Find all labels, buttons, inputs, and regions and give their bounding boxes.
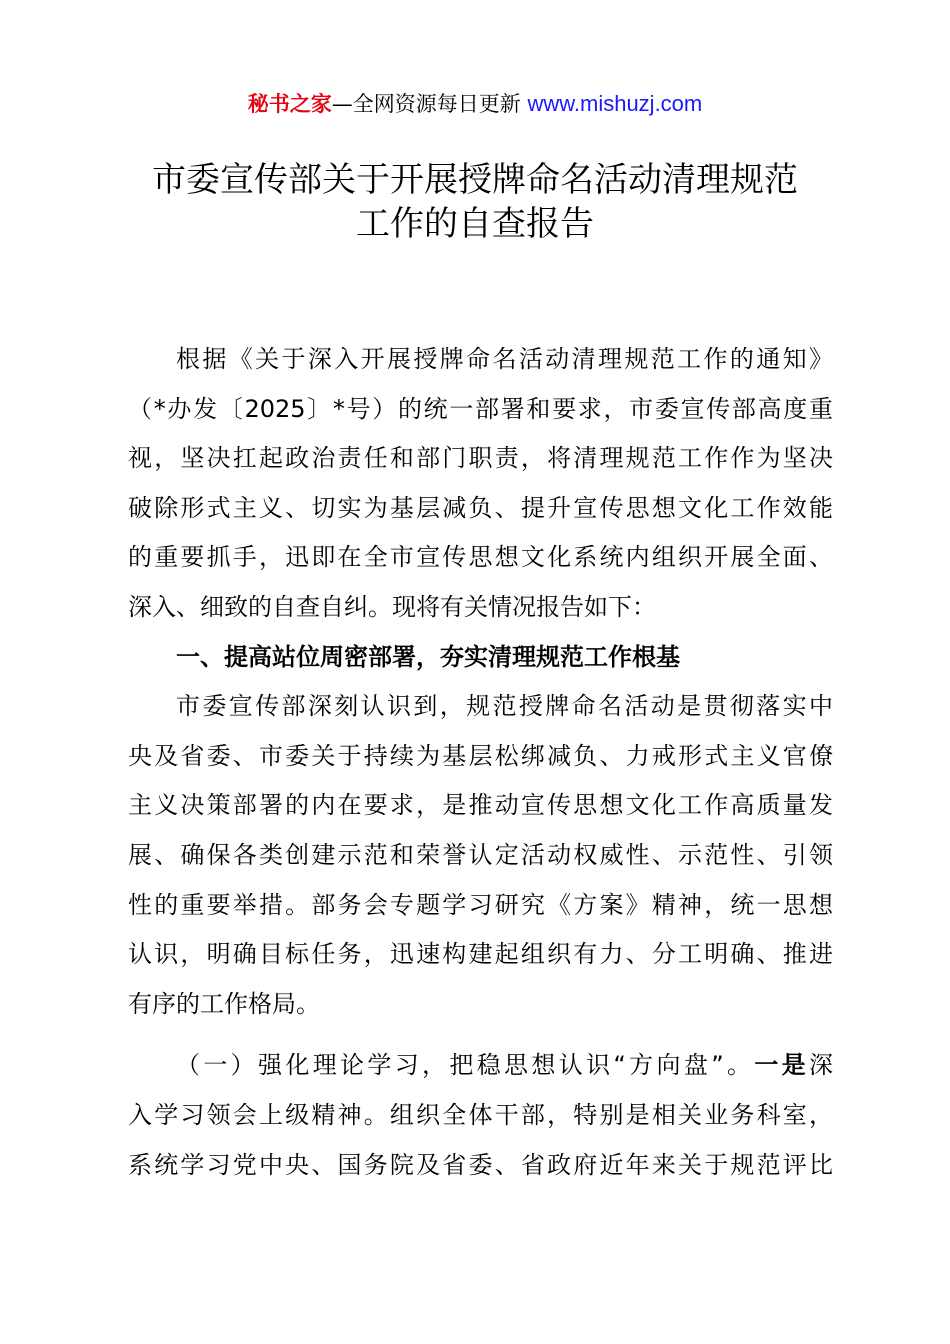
paragraph-text: 深: [809, 1051, 834, 1080]
site-tagline: —全网资源每日更新: [331, 92, 528, 116]
paragraph-line: 展、确保各类创建示范和荣誉认定活动权威性、示范性、引领: [128, 840, 833, 869]
paragraph-line: 根据《关于深入开展授牌命名活动清理规范工作的通知》: [176, 345, 833, 373]
paragraph-line: 系统学习党中央、国务院及省委、省政府近年来关于规范评比: [128, 1150, 833, 1179]
title-line-2: 工作的自查报告: [356, 204, 594, 244]
paragraph-line: 深入、细致的自查自纠。现将有关情况报告如下：: [128, 592, 656, 621]
subsection-heading: （一）强化理论学习，把稳思想认识“方向盘”。: [176, 1051, 755, 1080]
paragraph-line: 央及省委、市委关于持续为基层松绑减负、力戒形式主义官僚: [128, 741, 833, 770]
section-heading: 一、提高站位周密部署，夯实清理规范工作根基: [176, 642, 680, 671]
paragraph-line: 破除形式主义、切实为基层减负、提升宣传思想文化工作效能: [128, 493, 833, 522]
paragraph-line: 视，坚决扛起政治责任和部门职责，将清理规范工作作为坚决: [128, 444, 833, 473]
paragraph-line: 性的重要举措。部务会专题学习研究《方案》精神，统一思想: [128, 890, 833, 919]
title-line-1: 市委宣传部关于开展授牌命名活动清理规范: [152, 160, 798, 200]
paragraph-line: （*办发〔2025〕*号）的统一部署和要求，市委宣传部高度重: [128, 394, 833, 423]
paragraph-line: 有序的工作格局。: [128, 989, 320, 1018]
paragraph-gap: [128, 1029, 833, 1041]
paragraph-line: 认识，明确目标任务，迅速构建起组织有力、分工明确、推进: [128, 940, 833, 969]
site-url-link[interactable]: www.mishuzj.com: [527, 91, 703, 116]
bold-marker: 一是: [754, 1051, 810, 1080]
document-title: [100, 158, 850, 246]
paragraph-line: 主义决策部署的内在要求，是推动宣传思想文化工作高质量发: [128, 791, 833, 820]
site-name: 秘书之家: [247, 92, 332, 116]
paragraph-line: [128, 1041, 833, 1091]
paragraph-line: 的重要抓手，迅即在全市宣传思想文化系统内组织开展全面、: [128, 543, 833, 572]
paragraph-line: 市委宣传部深刻认识到，规范授牌命名活动是贯彻落实中: [176, 692, 833, 721]
site-header: [0, 88, 950, 120]
paragraph-line: 入学习领会上级精神。组织全体干部，特别是相关业务科室，: [128, 1100, 833, 1129]
document-body: [128, 335, 833, 1190]
